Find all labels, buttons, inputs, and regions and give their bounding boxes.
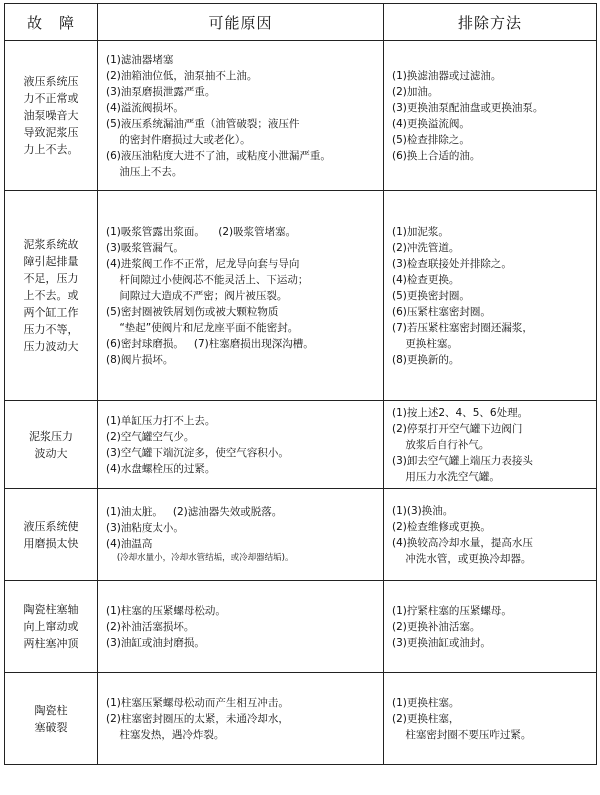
cause-item: (2)空气罐空气少。 — [106, 430, 195, 443]
cause-item: (3)油缸或油封磨损。 — [106, 636, 205, 649]
causes-cell — [98, 673, 384, 765]
header-fault: 故 障 — [5, 4, 98, 41]
fix-item: (1)(3)换油。 — [392, 504, 454, 517]
cause-item: (3)油粘度太小。 — [106, 522, 184, 534]
fixes-cell — [384, 191, 597, 401]
header-causes: 可能原因 — [98, 4, 384, 41]
fault-text: 液压系统使 用磨损太快 — [23, 519, 79, 550]
fixes-cell — [384, 581, 597, 673]
fix-item: (1)加泥浆。 — [392, 225, 449, 238]
causes-cell — [98, 581, 384, 673]
causes-cell — [98, 191, 384, 401]
fix-item: (8)更换新的。 — [392, 353, 460, 366]
cause-item: (1)单缸压力打不上去。 — [106, 414, 216, 427]
fix-item: (3)更换油泵配油盘或更换油泵。 — [392, 101, 544, 114]
causes-cell — [98, 401, 384, 489]
cause-item: (1)柱塞压紧螺母松动而产生相互冲击。 — [106, 696, 289, 709]
fixes-cell — [384, 41, 597, 191]
table-row — [5, 41, 597, 191]
fix-item: (2)加油。 — [392, 85, 439, 98]
cause-item: (1)吸浆管露出浆面。 (2)吸浆管堵塞。 — [106, 225, 297, 238]
cause-item: (3)油泵磨损泄露严重。 — [106, 85, 216, 98]
fault-text: 液压系统压 力不正常或 油泵噪音大 导致泥浆压 力上不去。 — [23, 75, 79, 156]
cause-item: (3)空气罐下端沉淀多，使空气容积小。 — [106, 446, 289, 459]
table-row — [5, 489, 597, 581]
header-fixes: 排除方法 — [384, 4, 597, 41]
fault-cell — [5, 401, 98, 489]
fix-item: (1)更换柱塞。 — [392, 696, 460, 709]
fix-item: (3)更换油缸或油封。 — [392, 636, 491, 649]
fix-item: (7)若压紧柱塞密封圈还漏浆， 更换柱塞。 — [392, 321, 533, 350]
fault-text: 陶瓷柱 塞破裂 — [34, 703, 68, 734]
fix-item: (6)压紧柱塞密封圈。 — [392, 305, 491, 318]
fix-item: (4)更换溢流阀。 — [392, 117, 470, 130]
fault-cell — [5, 41, 98, 191]
cause-note: (冷却水量小，冷却水管结垢，或冷却器结垢)。 — [106, 553, 294, 563]
fix-item: (5)检查排除之。 — [392, 133, 470, 146]
cause-item: (1)滤油器堵塞 — [106, 53, 174, 66]
fix-item: (1)按上述2、4、5、6处理。 — [392, 406, 529, 419]
fix-item: (5)更换密封圈。 — [392, 289, 470, 302]
fix-item: (4)换较高冷却水量，提高水压 冲洗水管，或更换冷却器。 — [392, 536, 533, 565]
fix-item: (2)冲洗管道。 — [392, 241, 460, 254]
fix-item: (4)检查更换。 — [392, 273, 460, 286]
cause-item: (5)密封圈被铁屑划伤或被大颗粒物质 “垫起”使阀片和尼龙座平面不能密封。 — [106, 305, 299, 334]
header-row — [5, 4, 597, 41]
fixes-cell — [384, 401, 597, 489]
cause-item: (4)进浆阀工作不正常，尼龙导向套与导向 杆间隙过小使阀芯不能灵活上、下运动； 间隙过大造成不严密；阀片被压裂。 — [106, 257, 309, 302]
cause-item: (3)吸浆管漏气。 — [106, 241, 184, 254]
fix-item: (1)拧紧柱塞的压紧螺母。 — [392, 604, 512, 617]
fix-item: (2)停泵打开空气罐下边阀门 放浆后自行补气。 — [392, 422, 523, 451]
fault-cell — [5, 673, 98, 765]
cause-item: (4)溢流阀损坏。 — [106, 101, 184, 114]
fix-item: (2)检查维修或更换。 — [392, 520, 491, 533]
table-row — [5, 401, 597, 489]
cause-item: (5)液压系统漏油严重（油管破裂；液压件 的密封件磨损过大或老化）。 — [106, 117, 300, 146]
fault-cell — [5, 489, 98, 581]
table-row — [5, 673, 597, 765]
fix-item: (3)检查联接处并排除之。 — [392, 257, 512, 270]
fix-item: (6)换上合适的油。 — [392, 149, 481, 162]
fault-text: 泥浆系统故 障引起排量 不足，压力 上不去。或 两个缸工作 压力不等， 压力波动大 — [23, 238, 79, 353]
fix-item: (2)更换柱塞， 柱塞密封圈不要压咋过紧。 — [392, 712, 532, 741]
cause-item: (2)油箱油位低，油泵抽不上油。 — [106, 69, 258, 82]
fix-item: (1)换滤油器或过滤油。 — [392, 69, 502, 82]
fault-cell — [5, 581, 98, 673]
cause-item: (6)密封球磨损。 (7)柱塞磨损出现深沟槽。 — [106, 337, 314, 350]
fixes-cell — [384, 489, 597, 581]
fix-item: (3)卸去空气罐上端压力表接头 用压力水洗空气罐。 — [392, 454, 533, 483]
table-row — [5, 191, 597, 401]
cause-item: (2)柱塞密封圈压的太紧，未通冷却水， 柱塞发热，遇冷炸裂。 — [106, 712, 289, 741]
fault-text: 泥浆压力 波动大 — [29, 429, 73, 460]
cause-item: (4)油温高 — [106, 538, 153, 550]
causes-cell — [98, 489, 384, 581]
table-row — [5, 581, 597, 673]
fix-item: (2)更换补油活塞。 — [392, 620, 481, 633]
fault-cell — [5, 191, 98, 401]
troubleshooting-table — [4, 3, 597, 765]
cause-item: (8)阀片损坏。 — [106, 353, 174, 366]
cause-item: (1)柱塞的压紧螺母松动。 — [106, 604, 226, 617]
cause-item: (4)水盘螺栓压的过紧。 — [106, 462, 216, 475]
fixes-cell — [384, 673, 597, 765]
cause-item: (6)液压油粘度大进不了油，或粘度小泄漏严重。 油压上不去。 — [106, 149, 331, 178]
causes-cell — [98, 41, 384, 191]
cause-item: (2)补油活塞损坏。 — [106, 620, 195, 633]
fault-text: 陶瓷柱塞轴 向上窜动或 两柱塞冲顶 — [23, 603, 79, 650]
cause-item: (1)油太脏。 (2)滤油器失效或脱落。 — [106, 506, 283, 518]
